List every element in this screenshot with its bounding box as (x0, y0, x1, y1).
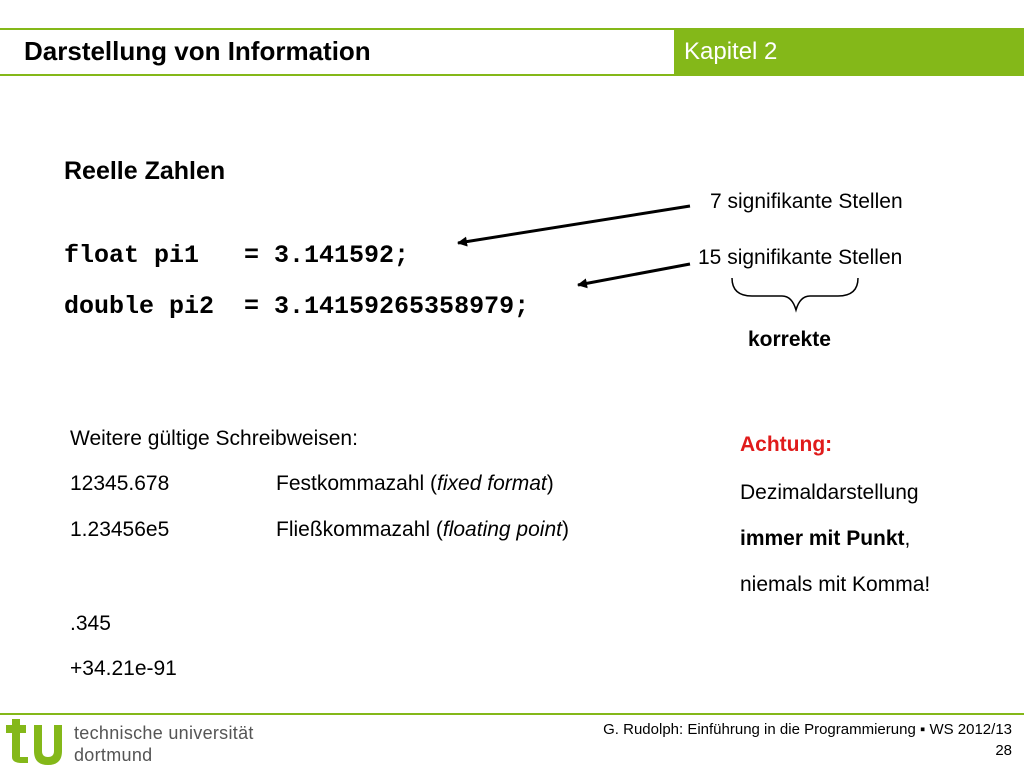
notation-desc-fixed: Festkommazahl (fixed format) (276, 472, 554, 495)
section-title: Reelle Zahlen (64, 157, 226, 185)
warning-heading: Achtung: (740, 433, 833, 456)
notation-example-fixed: 12345.678 (70, 472, 170, 495)
annotation-double-digits: 15 signifikante Stellen (698, 246, 903, 269)
university-name-line-1: technische universität (74, 723, 254, 743)
slide-title: Darstellung von Information (24, 36, 371, 66)
footer-rule (0, 713, 1024, 715)
chapter-label: Kapitel 2 (684, 38, 778, 65)
brace (732, 278, 858, 310)
notation-desc-floating: Fließkommazahl (floating point) (276, 518, 569, 541)
code-line-float: float pi1 = 3.141592; (64, 241, 410, 270)
notations-heading: Weitere gültige Schreibweisen: (70, 427, 358, 450)
notation-example-floating: 1.23456e5 (70, 518, 170, 541)
warning-line-2: immer mit Punkt, (740, 527, 911, 550)
notation-example-extra-2: +34.21e-91 (70, 657, 177, 680)
tu-logo-icon (4, 719, 68, 765)
notation-example-extra-1: .345 (70, 612, 111, 635)
annotation-korrekte: korrekte (748, 328, 831, 351)
arrow-to-float (458, 206, 690, 243)
university-name-line-2: dortmund (74, 745, 153, 765)
page-number: 28 (995, 742, 1012, 759)
annotation-float-digits: 7 signifikante Stellen (710, 190, 903, 213)
warning-line-1: Dezimaldarstellung (740, 481, 919, 504)
footer-credit: G. Rudolph: Einführung in die Programmierung ▪ WS 2012/13 (603, 721, 1012, 738)
code-line-double: double pi2 = 3.14159265358979; (64, 292, 530, 321)
arrow-to-double (578, 264, 690, 285)
warning-line-3: niemals mit Komma! (740, 573, 931, 596)
